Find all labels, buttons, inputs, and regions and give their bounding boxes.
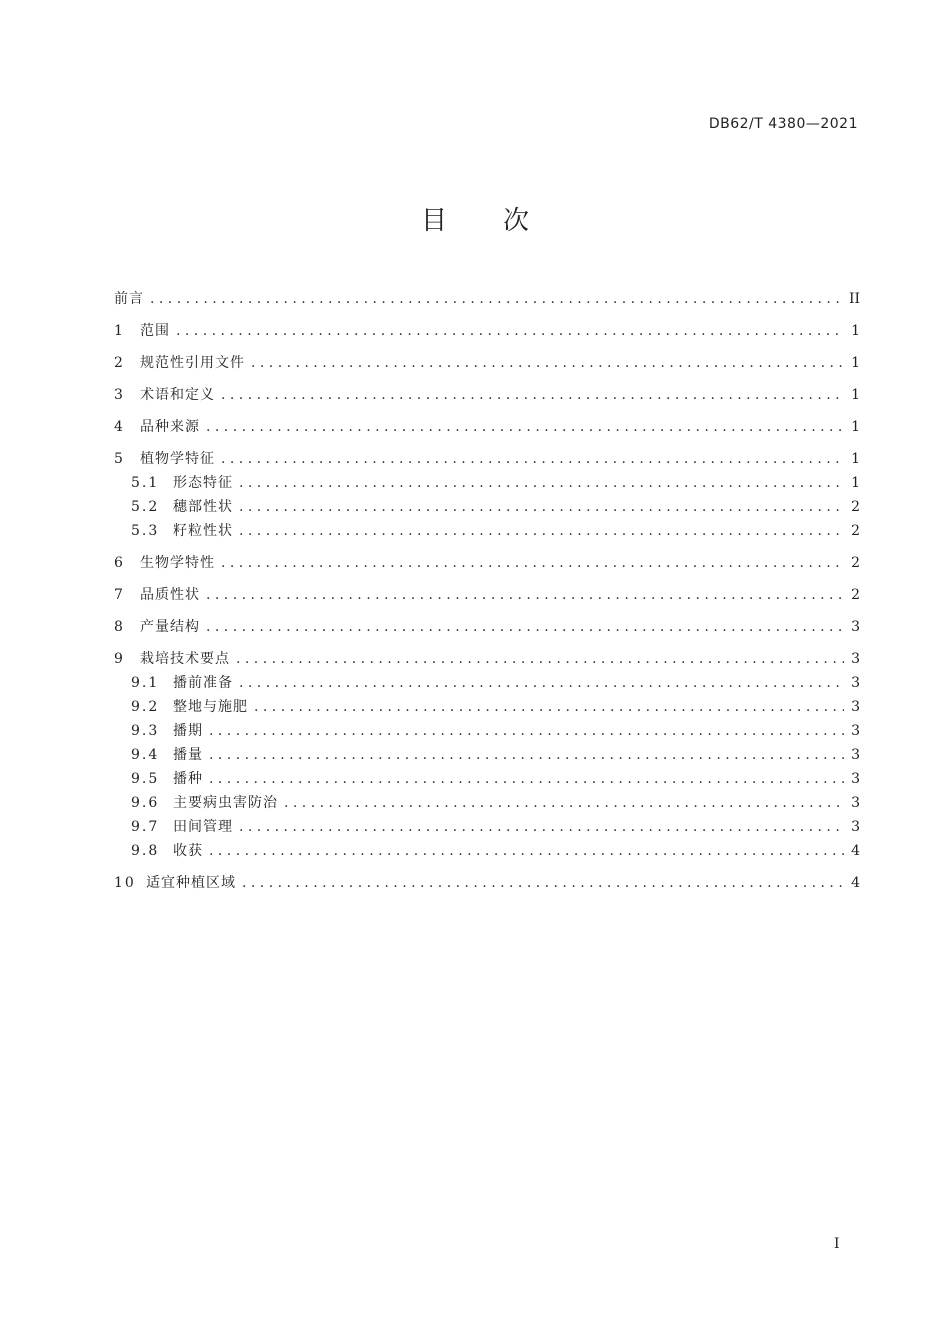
toc-entry[interactable] bbox=[114, 447, 860, 471]
toc-entry-label: 播种 bbox=[173, 771, 203, 787]
toc-entry-page: 3 bbox=[851, 819, 860, 835]
toc-entry[interactable] bbox=[114, 495, 860, 519]
toc-entry-page: 3 bbox=[851, 651, 860, 667]
toc-dot-leader bbox=[209, 719, 844, 743]
toc-entry-label: 适宜种植区域 bbox=[146, 875, 236, 891]
toc-dot-leader bbox=[239, 815, 844, 839]
toc-entry-page: 3 bbox=[851, 619, 860, 635]
toc-entry[interactable] bbox=[114, 719, 860, 743]
toc-dot-leader bbox=[206, 583, 844, 607]
toc-entry-label: 播量 bbox=[173, 747, 203, 763]
toc-entry-number: 10 bbox=[114, 875, 136, 891]
toc-entry[interactable] bbox=[114, 743, 860, 767]
toc-entry-number: 9.3 bbox=[131, 723, 160, 739]
toc-dot-leader bbox=[254, 695, 844, 719]
toc-entry-label: 品种来源 bbox=[140, 419, 200, 435]
toc-dot-leader bbox=[239, 671, 844, 695]
toc-entry[interactable] bbox=[114, 383, 860, 407]
toc-entry-label: 前言 bbox=[114, 291, 144, 307]
toc-entry-page: 3 bbox=[851, 723, 860, 739]
toc-entry-number: 6 bbox=[114, 555, 125, 571]
toc-entry-page: 4 bbox=[851, 875, 860, 891]
toc-entry[interactable] bbox=[114, 471, 860, 495]
toc-entry-number: 9.6 bbox=[131, 795, 160, 811]
toc-entry-page: 1 bbox=[851, 355, 860, 371]
toc-entry[interactable] bbox=[114, 519, 860, 543]
toc-entry-number: 7 bbox=[114, 587, 125, 603]
toc-entry-label: 整地与施肥 bbox=[173, 699, 248, 715]
toc-entry[interactable] bbox=[114, 287, 860, 311]
toc-entry[interactable] bbox=[114, 839, 860, 863]
toc-entry[interactable] bbox=[114, 871, 860, 895]
toc-entry[interactable] bbox=[114, 615, 860, 639]
toc-entry[interactable] bbox=[114, 551, 860, 575]
toc-entry-page: 2 bbox=[851, 523, 860, 539]
toc-entry-page: 2 bbox=[851, 555, 860, 571]
toc-dot-leader bbox=[284, 791, 844, 815]
toc-entry[interactable] bbox=[114, 647, 860, 671]
toc-dot-leader bbox=[206, 415, 844, 439]
toc-entry-page: 1 bbox=[851, 451, 860, 467]
toc-entry-number: 9.5 bbox=[131, 771, 160, 787]
toc-dot-leader bbox=[236, 647, 844, 671]
table-of-contents bbox=[114, 287, 860, 895]
toc-entry-label: 收获 bbox=[173, 843, 203, 859]
page-number: I bbox=[834, 1236, 840, 1252]
toc-entry-page: 2 bbox=[851, 499, 860, 515]
toc-entry-number: 4 bbox=[114, 419, 125, 435]
toc-entry[interactable] bbox=[114, 415, 860, 439]
toc-entry[interactable] bbox=[114, 791, 860, 815]
toc-dot-leader bbox=[221, 447, 844, 471]
toc-dot-leader bbox=[239, 519, 844, 543]
toc-dot-leader bbox=[176, 319, 844, 343]
toc-entry-label: 产量结构 bbox=[140, 619, 200, 635]
toc-dot-leader bbox=[239, 495, 844, 519]
toc-entry-label: 规范性引用文件 bbox=[140, 355, 245, 371]
toc-dot-leader bbox=[242, 871, 844, 895]
toc-entry-page: 3 bbox=[851, 699, 860, 715]
toc-entry-number: 1 bbox=[114, 323, 125, 339]
toc-entry-number: 9.7 bbox=[131, 819, 160, 835]
toc-dot-leader bbox=[239, 471, 844, 495]
toc-dot-leader bbox=[251, 351, 844, 375]
toc-dot-leader bbox=[209, 767, 844, 791]
toc-entry-label: 术语和定义 bbox=[140, 387, 215, 403]
toc-entry-label: 生物学特性 bbox=[140, 555, 215, 571]
toc-entry[interactable] bbox=[114, 815, 860, 839]
toc-entry-label: 主要病虫害防治 bbox=[173, 795, 278, 811]
toc-entry-page: 3 bbox=[851, 795, 860, 811]
toc-entry-page: 1 bbox=[851, 323, 860, 339]
toc-entry-label: 品质性状 bbox=[140, 587, 200, 603]
toc-entry-number: 9.8 bbox=[131, 843, 160, 859]
toc-entry-number: 9.4 bbox=[131, 747, 160, 763]
toc-entry-number: 5.3 bbox=[131, 523, 160, 539]
toc-entry[interactable] bbox=[114, 671, 860, 695]
toc-entry[interactable] bbox=[114, 583, 860, 607]
toc-entry-page: 1 bbox=[851, 387, 860, 403]
toc-entry-number: 5.2 bbox=[131, 499, 160, 515]
toc-entry-number: 5.1 bbox=[131, 475, 160, 491]
toc-dot-leader bbox=[150, 287, 843, 311]
toc-dot-leader bbox=[209, 839, 844, 863]
toc-entry-label: 范围 bbox=[140, 323, 170, 339]
toc-entry-page: 3 bbox=[851, 747, 860, 763]
toc-entry-label: 播期 bbox=[173, 723, 203, 739]
toc-entry-page: 1 bbox=[851, 475, 860, 491]
toc-dot-leader bbox=[221, 551, 844, 575]
toc-entry-page: 3 bbox=[851, 771, 860, 787]
toc-entry-number: 5 bbox=[114, 451, 125, 467]
toc-entry-label: 形态特征 bbox=[173, 475, 233, 491]
toc-entry-page: 4 bbox=[851, 843, 860, 859]
toc-entry-number: 8 bbox=[114, 619, 125, 635]
toc-entry-label: 穗部性状 bbox=[173, 499, 233, 515]
toc-entry-number: 9 bbox=[114, 651, 125, 667]
toc-entry-label: 播前准备 bbox=[173, 675, 233, 691]
toc-entry-label: 植物学特征 bbox=[140, 451, 215, 467]
toc-entry-label: 栽培技术要点 bbox=[140, 651, 230, 667]
toc-entry-number: 9.1 bbox=[131, 675, 160, 691]
toc-dot-leader bbox=[206, 615, 844, 639]
toc-entry[interactable] bbox=[114, 767, 860, 791]
toc-entry-number: 2 bbox=[114, 355, 125, 371]
toc-entry-page: 1 bbox=[851, 419, 860, 435]
toc-entry-label: 田间管理 bbox=[173, 819, 233, 835]
toc-entry-label: 籽粒性状 bbox=[173, 523, 233, 539]
toc-title-char-1: 目 bbox=[420, 206, 447, 236]
toc-dot-leader bbox=[221, 383, 844, 407]
toc-entry[interactable] bbox=[114, 319, 860, 343]
toc-entry[interactable] bbox=[114, 351, 860, 375]
toc-dot-leader bbox=[209, 743, 844, 767]
document-code: DB62/T 4380—2021 bbox=[708, 116, 858, 132]
toc-entry-page: 2 bbox=[851, 587, 860, 603]
toc-entry-number: 3 bbox=[114, 387, 125, 403]
toc-title-char-2: 次 bbox=[503, 206, 530, 236]
toc-entry-page: 3 bbox=[851, 675, 860, 691]
toc-entry[interactable] bbox=[114, 695, 860, 719]
toc-title bbox=[0, 200, 950, 237]
toc-entry-number: 9.2 bbox=[131, 699, 160, 715]
toc-entry-page: II bbox=[848, 291, 860, 307]
